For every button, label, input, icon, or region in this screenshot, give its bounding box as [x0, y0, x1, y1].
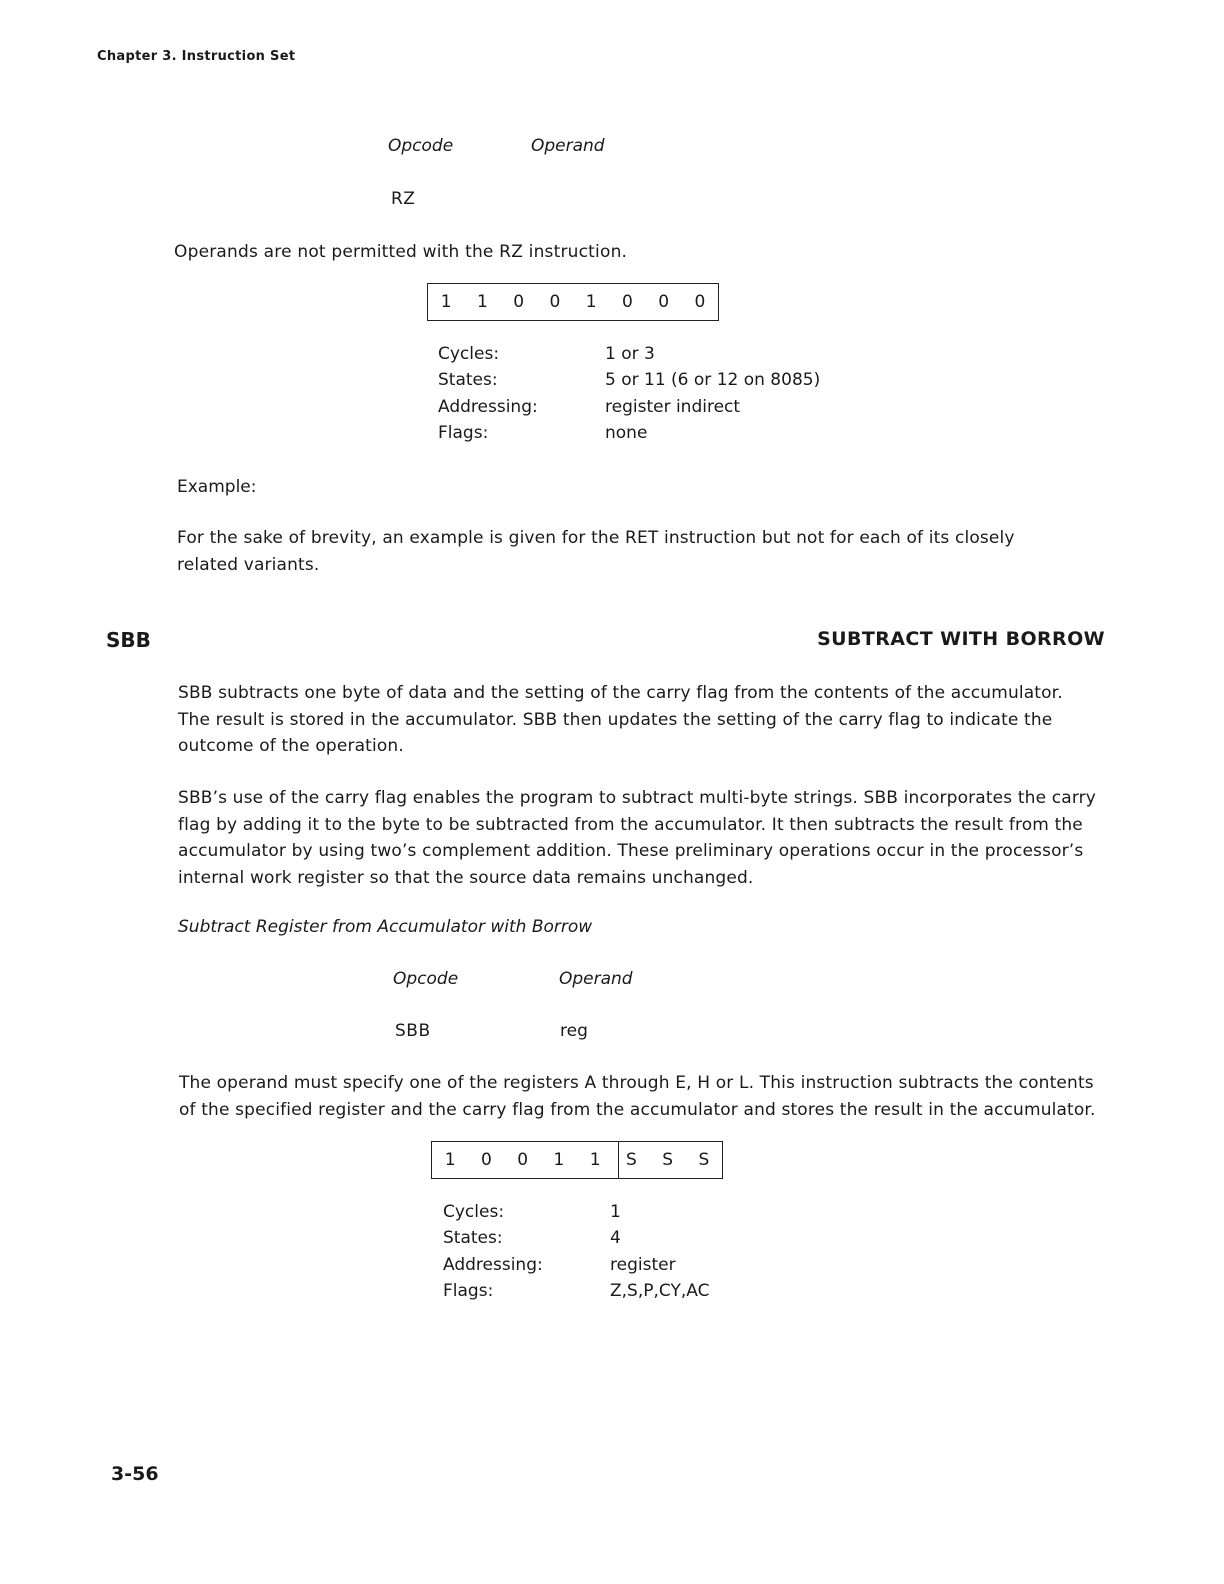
opcode-column-label: Opcode: [388, 136, 454, 156]
sbb-carry-description: SBB’s use of the carry flag enables the program to subtract multi-byte strings. SBB incorporates the carry flag by adding it to the byte to be subtracted from the accumulator. It then subtracts the result from the accumulator by using two’s complement addition. These preliminary operations occur in the processor’s internal work register so that the source data remains unchanged.: [178, 788, 1097, 888]
rz-opcode-bits: [427, 283, 719, 321]
bit: 0: [513, 292, 525, 312]
spec-value: register: [610, 1254, 676, 1275]
spec-value: 1: [610, 1202, 621, 1222]
spec-row: [443, 1281, 709, 1307]
spec-label: Addressing:: [443, 1254, 543, 1275]
sbb-subheading: Subtract Register from Accumulator with Borrow: [178, 917, 593, 937]
bit: 0: [658, 292, 670, 312]
rz-specs-table: [438, 344, 820, 449]
spec-value: none: [605, 422, 648, 443]
bit: 1: [585, 292, 597, 312]
example-text: For the sake of brevity, an example is given for the RET instruction but not for each of its closely related variants.: [177, 528, 1015, 575]
spec-row: [443, 1228, 709, 1254]
sbb-specs-table: [443, 1202, 709, 1307]
sbb-opcode: SBB: [395, 1021, 431, 1041]
sbb-opcode-bits: [431, 1141, 723, 1179]
bit: 0: [480, 1150, 492, 1170]
spec-value: 5 or 11 (6 or 12 on 8085): [605, 370, 821, 391]
spec-label: States:: [438, 370, 498, 391]
bit: 0: [621, 292, 633, 312]
rz-operand-note: Operands are not permitted with the RZ instruction.: [174, 242, 628, 262]
spec-value: Z,S,P,CY,AC: [610, 1280, 710, 1301]
spec-row: [438, 423, 820, 449]
bit: S: [698, 1150, 710, 1170]
bit: 0: [694, 292, 706, 312]
spec-label: Cycles:: [438, 344, 500, 364]
spec-label: Flags:: [443, 1280, 494, 1301]
rz-mnemonic: RZ: [391, 189, 416, 209]
spec-label: States:: [443, 1228, 503, 1249]
section-title: SUBTRACT WITH BORROW: [817, 628, 1105, 650]
bit: 1: [440, 292, 452, 312]
spec-row: [443, 1255, 709, 1281]
section-mnemonic: SBB: [106, 628, 151, 652]
running-head: Chapter 3. Instruction Set: [97, 49, 296, 64]
spec-label: Cycles:: [443, 1202, 505, 1222]
bit: 0: [517, 1150, 529, 1170]
spec-label: Flags:: [438, 422, 489, 443]
spec-value: 1 or 3: [605, 344, 655, 364]
spec-value: register indirect: [605, 396, 741, 417]
bit: 0: [549, 292, 561, 312]
field-divider: [618, 1141, 619, 1179]
page-number: 3-56: [111, 1463, 159, 1485]
sbb-operand-note: The operand must specify one of the registers A through E, H or L. This instruction subtracts the contents of the specified register and the carry flag from the accumulator and stores the result in the accumulator.: [179, 1073, 1096, 1120]
sbb-operand: reg: [560, 1021, 588, 1041]
spec-row: [438, 397, 820, 423]
bit: S: [625, 1150, 637, 1170]
bit: 1: [553, 1150, 565, 1170]
operand-column-label: Operand: [559, 969, 633, 989]
bit: 1: [589, 1150, 601, 1170]
spec-label: Addressing:: [438, 396, 538, 417]
opcode-column-label: Opcode: [393, 969, 459, 989]
bit: S: [662, 1150, 674, 1170]
sbb-description: SBB subtracts one byte of data and the setting of the carry flag from the contents of the accumulator. The result is stored in the accumulator. SBB then updates the setting of the carry flag to indicate the outcome of the operation.: [178, 683, 1063, 756]
spec-row: [438, 370, 820, 396]
spec-row: [438, 344, 820, 370]
spec-row: [443, 1202, 709, 1228]
spec-value: 4: [610, 1228, 621, 1249]
bit: 1: [444, 1150, 456, 1170]
example-label: Example:: [177, 477, 257, 497]
operand-column-label: Operand: [531, 136, 605, 156]
bit: 1: [476, 292, 488, 312]
